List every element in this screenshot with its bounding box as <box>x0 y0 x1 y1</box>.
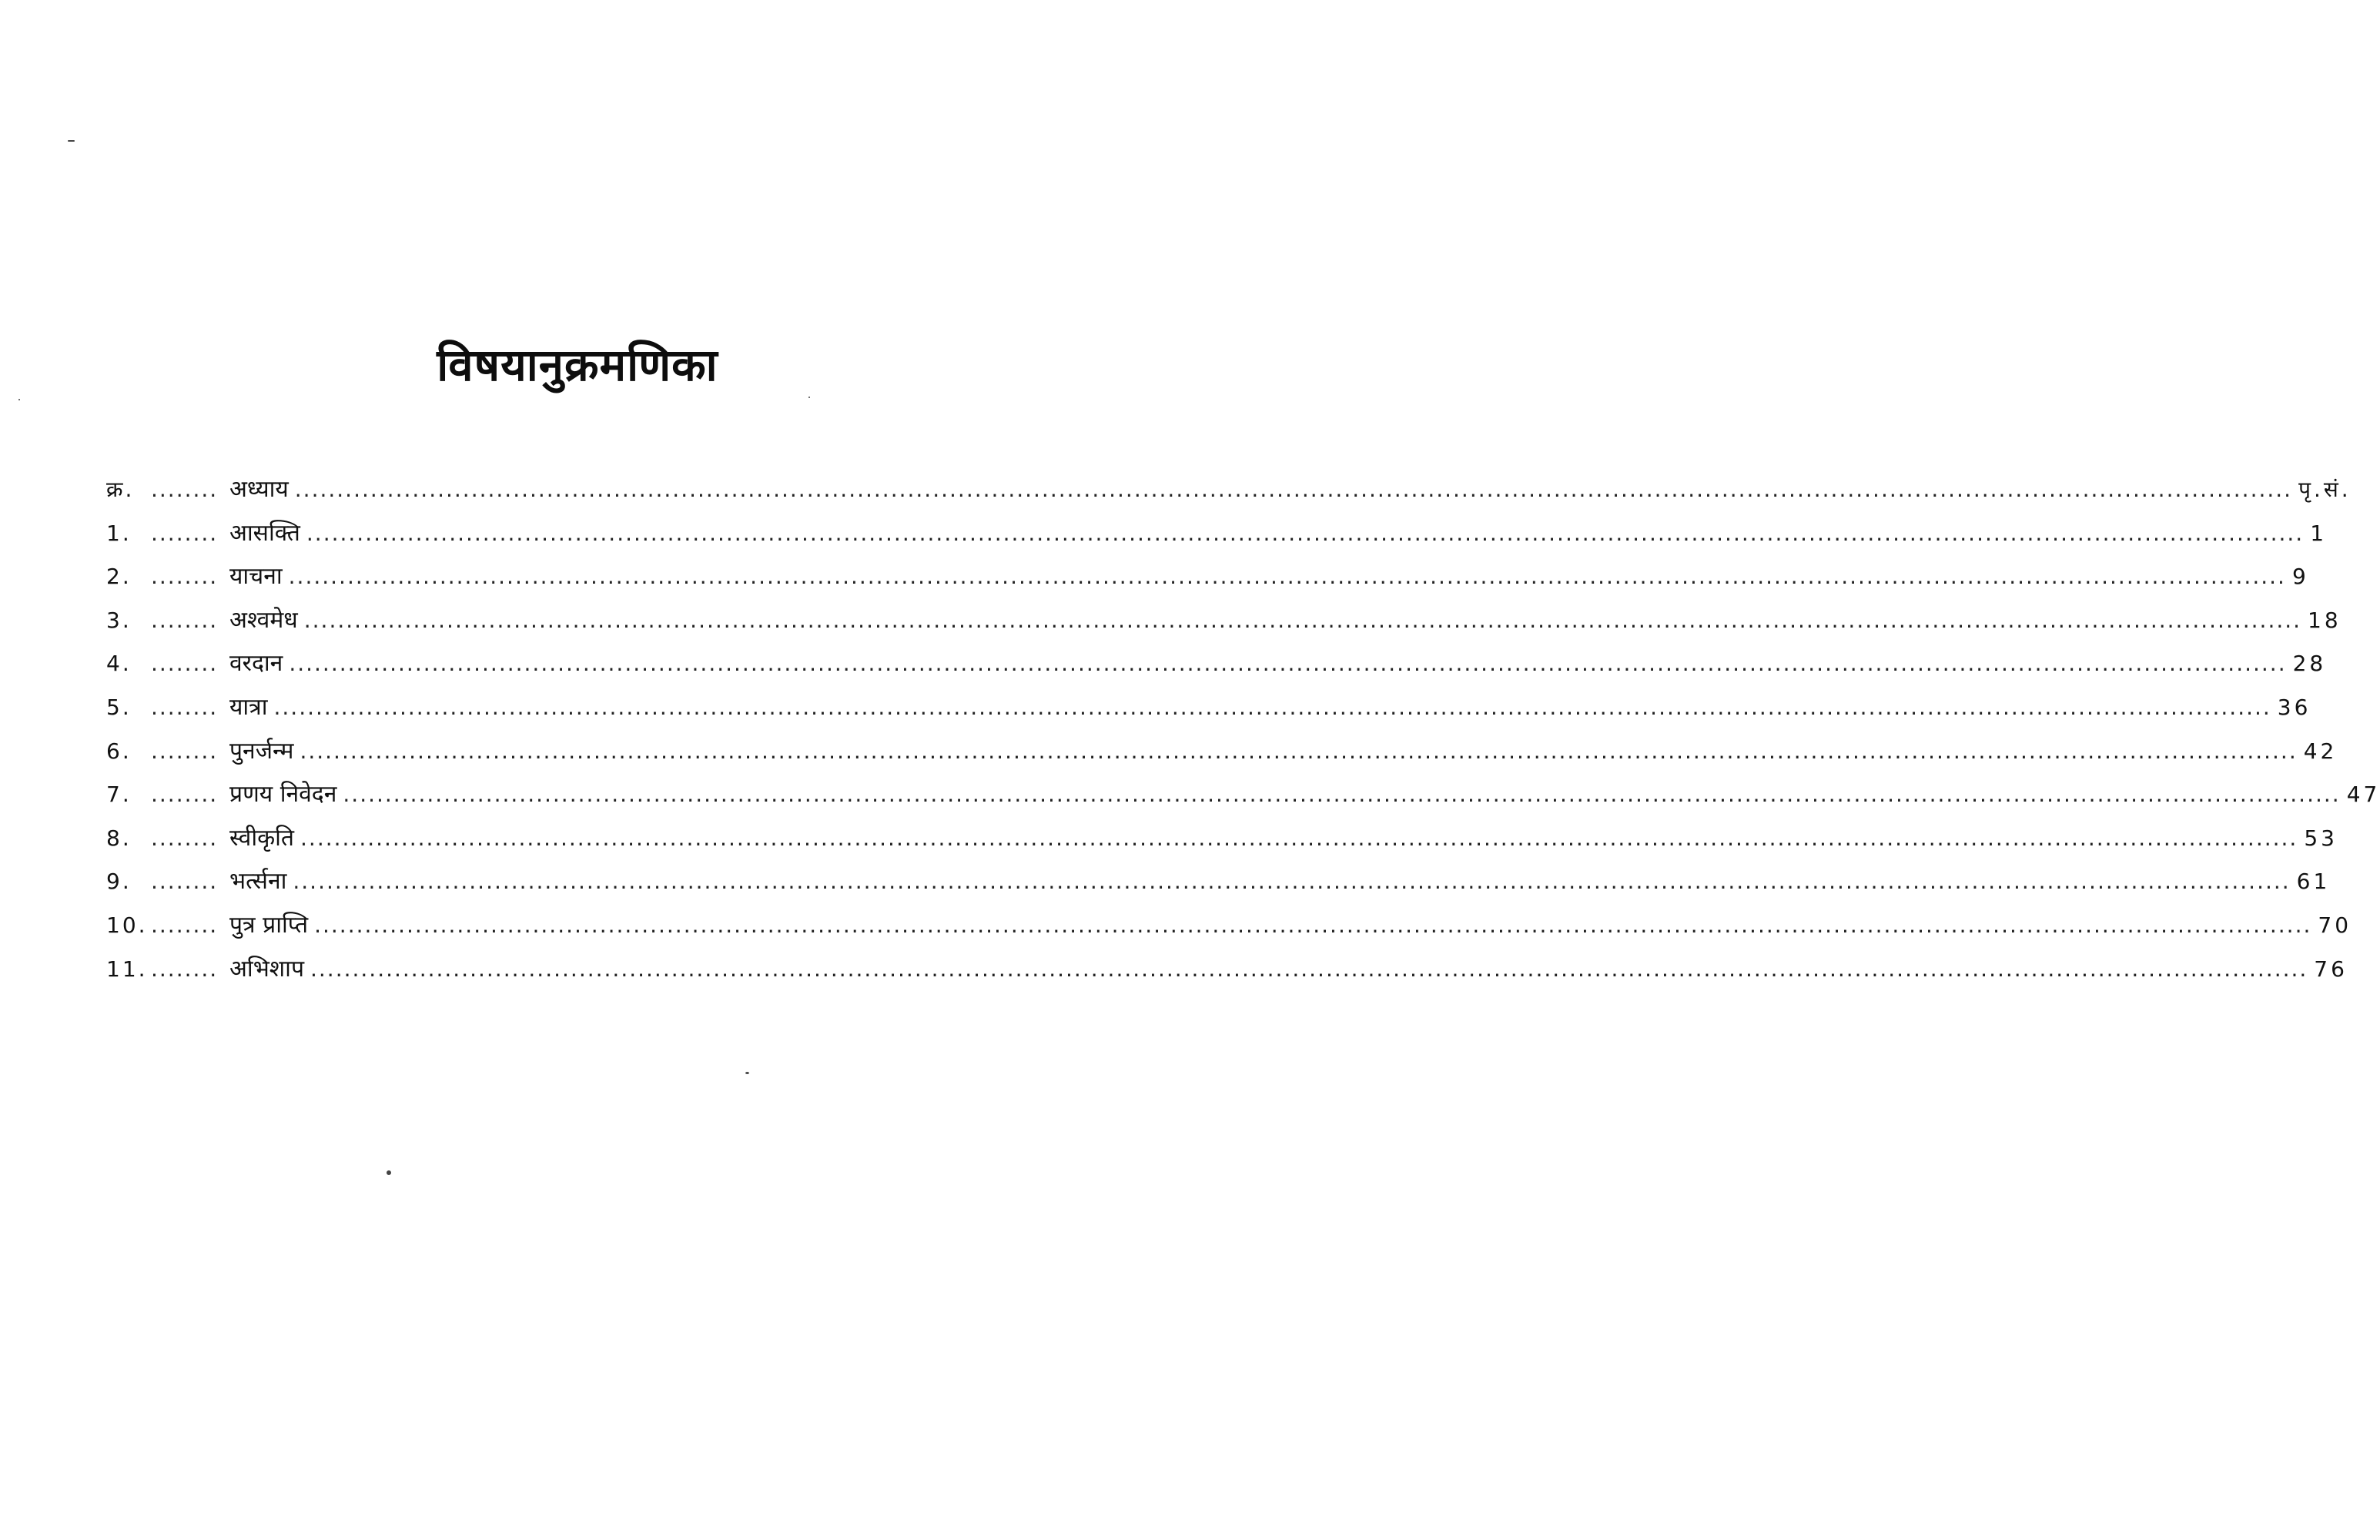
dot-leader: ........ <box>151 869 219 895</box>
dot-leader: .............................................................................................................................................................................................................................................. <box>303 607 2302 633</box>
entry-chapter: पुनर्जन्म <box>229 737 294 765</box>
toc-entry <box>106 555 2309 599</box>
entry-chapter: अश्वमेध <box>229 606 298 634</box>
dot-leader: .............................................................................................................................................................................................................................................. <box>288 564 2286 590</box>
dot-leader: ........ <box>151 912 219 938</box>
dot-leader: ........ <box>151 738 219 764</box>
dot-leader: ........ <box>151 564 219 590</box>
entry-page: 70 <box>2318 912 2352 938</box>
entry-number: 9. <box>106 869 132 895</box>
scan-speck <box>18 399 20 400</box>
dot-leader: .............................................................................................................................................................................................................................................. <box>306 520 2305 546</box>
dot-leader: ........ <box>151 607 219 633</box>
entry-number: 1. <box>106 520 132 546</box>
toc-entry <box>106 860 2331 904</box>
entry-chapter: वरदान <box>229 650 283 678</box>
entry-number: 4. <box>106 651 132 677</box>
entry-chapter: याचना <box>229 563 283 591</box>
toc-header-row <box>106 468 2352 512</box>
entry-page: 61 <box>2296 869 2331 895</box>
entry-chapter: पुत्र प्राप्ति <box>229 911 309 939</box>
entry-page: 28 <box>2292 651 2327 677</box>
entry-page: 53 <box>2304 825 2338 851</box>
header-number-label: क्र. <box>106 477 135 502</box>
toc-entry <box>106 904 2352 948</box>
entry-page: 76 <box>2314 956 2348 982</box>
entry-chapter: यात्रा <box>229 693 268 721</box>
scan-speck <box>387 1170 391 1175</box>
dot-leader: ........ <box>151 651 219 677</box>
dot-leader: .............................................................................................................................................................................................................................................. <box>343 782 2341 808</box>
header-page-label: पृ.सं. <box>2298 477 2352 502</box>
header-chapter-label: अध्याय <box>229 476 289 503</box>
entry-chapter: अभिशाप <box>229 955 304 983</box>
dot-leader: .............................................................................................................................................................................................................................................. <box>273 694 2271 720</box>
entry-number: 8. <box>106 825 132 851</box>
entry-number: 10. <box>106 912 148 938</box>
dot-leader: .............................................................................................................................................................................................................................................. <box>300 825 2298 851</box>
dot-leader: .............................................................................................................................................................................................................................................. <box>289 651 2287 677</box>
dot-leader: .............................................................................................................................................................................................................................................. <box>294 477 2293 502</box>
entry-page: 18 <box>2308 607 2342 633</box>
table-of-contents <box>106 468 2380 991</box>
toc-entry <box>106 642 2327 686</box>
entry-number: 11. <box>106 956 148 982</box>
toc-entry <box>106 599 2342 643</box>
entry-page: 47 <box>2346 782 2380 808</box>
toc-entry <box>106 730 2338 774</box>
entry-page: 36 <box>2277 694 2311 720</box>
entry-page: 9 <box>2291 564 2309 590</box>
entry-chapter: आसक्ति <box>229 519 300 547</box>
dot-leader: ........ <box>151 477 219 502</box>
dot-leader: ........ <box>151 956 219 982</box>
dot-leader: .............................................................................................................................................................................................................................................. <box>310 956 2308 982</box>
dot-leader: .............................................................................................................................................................................................................................................. <box>300 738 2298 764</box>
entry-number: 6. <box>106 738 132 764</box>
scan-speck <box>808 397 810 398</box>
toc-entry <box>106 773 2380 817</box>
toc-entry <box>106 817 2338 861</box>
dot-leader: ........ <box>151 825 219 851</box>
entry-chapter: प्रणय निवेदन <box>229 781 337 808</box>
toc-entry <box>106 948 2348 992</box>
scan-speck <box>745 1072 749 1074</box>
scan-speck <box>68 140 75 142</box>
dot-leader: ........ <box>151 520 219 546</box>
page-title: विषयानुक्रमणिका <box>437 339 718 391</box>
dot-leader: .............................................................................................................................................................................................................................................. <box>293 869 2291 895</box>
toc-entry <box>106 512 2328 556</box>
entry-number: 5. <box>106 694 132 720</box>
entry-number: 3. <box>106 607 132 633</box>
entry-chapter: स्वीकृति <box>229 824 295 852</box>
entry-page: 1 <box>2310 520 2328 546</box>
entry-number: 2. <box>106 564 132 590</box>
entry-chapter: भर्त्सना <box>229 868 287 896</box>
dot-leader: .............................................................................................................................................................................................................................................. <box>314 912 2312 938</box>
dot-leader: ........ <box>151 694 219 720</box>
toc-entry <box>106 686 2311 730</box>
entry-number: 7. <box>106 782 132 808</box>
entry-page: 42 <box>2303 738 2338 764</box>
dot-leader: ........ <box>151 782 219 808</box>
